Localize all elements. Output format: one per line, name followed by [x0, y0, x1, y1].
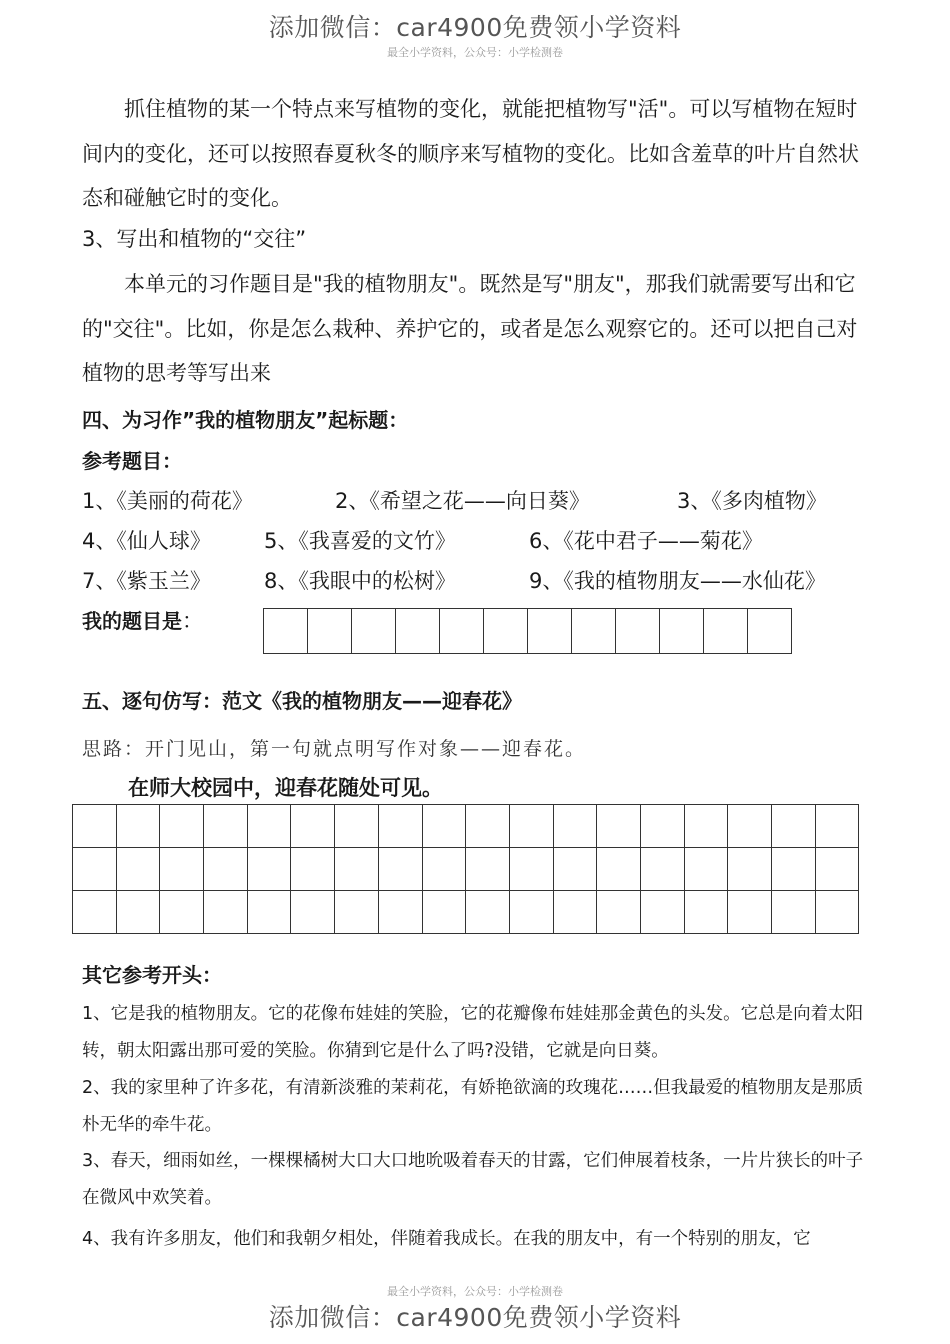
ref-title: 5、《我喜爱的文竹》	[264, 529, 456, 553]
ref-title: 9、《我的植物朋友——水仙花》	[529, 569, 826, 593]
grid-cell[interactable]	[335, 848, 379, 891]
grid-cell[interactable]	[684, 891, 728, 934]
grid-cell[interactable]	[772, 891, 816, 934]
grid-cell[interactable]	[378, 848, 422, 891]
grid-cell[interactable]	[422, 805, 466, 848]
grid-cell[interactable]	[291, 891, 335, 934]
grid-cell[interactable]	[335, 891, 379, 934]
top-watermark: 添加微信：car4900免费领小学资料	[268, 13, 682, 42]
grid-cell[interactable]	[728, 848, 772, 891]
grid-cell[interactable]	[597, 805, 641, 848]
grid-cell[interactable]	[378, 805, 422, 848]
grid-cell[interactable]	[291, 848, 335, 891]
bottom-watermark-sub: 最全小学资料，公众号：小学检测卷	[387, 1285, 563, 1298]
grid-row	[73, 848, 859, 891]
ref-title: 6、《花中君子——菊花》	[529, 529, 763, 553]
title-box[interactable]	[396, 609, 440, 654]
grid-cell[interactable]	[73, 891, 117, 934]
grid-cell[interactable]	[73, 848, 117, 891]
grid-row	[73, 891, 859, 934]
grid-cell[interactable]	[728, 891, 772, 934]
title-box[interactable]	[528, 609, 572, 654]
section3-heading: 3、写出和植物的“交往”	[82, 227, 307, 251]
ref-title: 2、《希望之花——向日葵》	[335, 489, 590, 513]
grid-cell[interactable]	[466, 891, 510, 934]
opening-item-3: 3、春天，细雨如丝，一棵棵橘树大口大口地吮吸着春天的甘露，它们伸展着枝条，一片片狭长的叶子在微风中欢笑着。	[82, 1151, 864, 1208]
grid-cell[interactable]	[160, 805, 204, 848]
my-title-colon: ：	[182, 609, 203, 633]
top-watermark-sub: 最全小学资料，公众号：小学检测卷	[387, 46, 563, 59]
grid-cell[interactable]	[815, 805, 859, 848]
my-title-label: 我的题目是	[82, 609, 182, 633]
opening-item-1: 1、它是我的植物朋友。它的花像布娃娃的笑脸，它的花瓣像布娃娃那金黄色的头发。它总是向着太阳转，朝太阳露出那可爱的笑脸。你猜到它是什么了吗?没错，它就是向日葵。	[82, 1004, 864, 1061]
grid-cell[interactable]	[466, 848, 510, 891]
grid-cell[interactable]	[553, 805, 597, 848]
ref-titles-row-1	[82, 486, 827, 516]
grid-cell[interactable]	[204, 891, 248, 934]
title-box[interactable]	[616, 609, 660, 654]
grid-cell[interactable]	[247, 805, 291, 848]
grid-cell[interactable]	[116, 848, 160, 891]
ref-titles-row-3	[82, 566, 826, 596]
section5-heading: 五、逐句仿写：范文《我的植物朋友——迎春花》	[82, 689, 522, 713]
grid-cell[interactable]	[335, 805, 379, 848]
grid-cell[interactable]	[553, 891, 597, 934]
grid-cell[interactable]	[160, 848, 204, 891]
title-box[interactable]	[440, 609, 484, 654]
grid-cell[interactable]	[684, 848, 728, 891]
grid-cell[interactable]	[509, 891, 553, 934]
grid-cell[interactable]	[684, 805, 728, 848]
grid-cell[interactable]	[422, 891, 466, 934]
section4-heading: 四、为习作”我的植物朋友”起标题：	[82, 408, 409, 432]
ref-title: 3、《多肉植物》	[677, 489, 827, 513]
title-box[interactable]	[484, 609, 528, 654]
grid-cell[interactable]	[204, 848, 248, 891]
ref-title: 1、《美丽的荷花》	[82, 489, 253, 513]
title-box[interactable]	[352, 609, 396, 654]
grid-cell[interactable]	[247, 891, 291, 934]
grid-cell[interactable]	[728, 805, 772, 848]
title-box[interactable]	[748, 609, 792, 654]
writing-grid	[72, 804, 859, 934]
example-sentence: 在师大校园中，迎春花随处可见。	[128, 776, 443, 800]
title-box[interactable]	[264, 609, 308, 654]
grid-cell[interactable]	[73, 805, 117, 848]
opening-item-4: 4、我有许多朋友，他们和我朝夕相处，伴随着我成长。在我的朋友中，有一个特别的朋友，它	[82, 1229, 811, 1249]
grid-cell[interactable]	[116, 891, 160, 934]
grid-cell[interactable]	[509, 805, 553, 848]
my-title-grid	[263, 608, 792, 654]
ref-title: 8、《我眼中的松树》	[264, 569, 456, 593]
grid-cell[interactable]	[116, 805, 160, 848]
grid-cell[interactable]	[204, 805, 248, 848]
intro-paragraph: 抓住植物的某一个特点来写植物的变化，就能把植物写"活"。可以写植物在短时间内的变化，还可以按照春夏秋冬的顺序来写植物的变化。比如含羞草的叶片自然状态和碰触它时的变化。	[82, 97, 859, 210]
grid-cell[interactable]	[553, 848, 597, 891]
grid-cell[interactable]	[378, 891, 422, 934]
title-box[interactable]	[308, 609, 352, 654]
grid-cell[interactable]	[160, 891, 204, 934]
ref-title: 4、《仙人球》	[82, 529, 211, 553]
grid-cell[interactable]	[291, 805, 335, 848]
grid-cell[interactable]	[597, 848, 641, 891]
grid-cell[interactable]	[466, 805, 510, 848]
grid-row	[73, 805, 859, 848]
grid-cell[interactable]	[815, 891, 859, 934]
section3-paragraph: 本单元的习作题目是"我的植物朋友"。既然是写"朋友"，那我们就需要写出和它的"交往"。比如，你是怎么栽种、养护它的，或者是怎么观察它的。还可以把自己对植物的思考等写出来	[82, 272, 858, 385]
grid-cell[interactable]	[640, 848, 684, 891]
my-title-label-line	[82, 606, 203, 636]
grid-cell[interactable]	[640, 805, 684, 848]
other-openings-heading: 其它参考开头：	[82, 963, 222, 987]
ref-title: 7、《紫玉兰》	[82, 569, 211, 593]
title-box[interactable]	[660, 609, 704, 654]
grid-cell[interactable]	[815, 848, 859, 891]
bottom-watermark: 添加微信：car4900免费领小学资料	[268, 1303, 682, 1332]
grid-cell[interactable]	[772, 805, 816, 848]
title-box[interactable]	[704, 609, 748, 654]
title-box[interactable]	[572, 609, 616, 654]
writing-idea: 思路：开门见山，第一句就点明写作对象——迎春花。	[82, 738, 587, 760]
grid-cell[interactable]	[509, 848, 553, 891]
ref-titles-label: 参考题目：	[82, 449, 182, 473]
grid-cell[interactable]	[597, 891, 641, 934]
ref-titles-row-2	[82, 526, 763, 556]
grid-cell[interactable]	[247, 848, 291, 891]
opening-item-2: 2、我的家里种了许多花，有清新淡雅的茉莉花，有娇艳欲滴的玫瑰花……但我最爱的植物朋友是那质朴无华的牵牛花。	[82, 1078, 864, 1135]
grid-cell[interactable]	[422, 848, 466, 891]
grid-cell[interactable]	[772, 848, 816, 891]
grid-cell[interactable]	[640, 891, 684, 934]
